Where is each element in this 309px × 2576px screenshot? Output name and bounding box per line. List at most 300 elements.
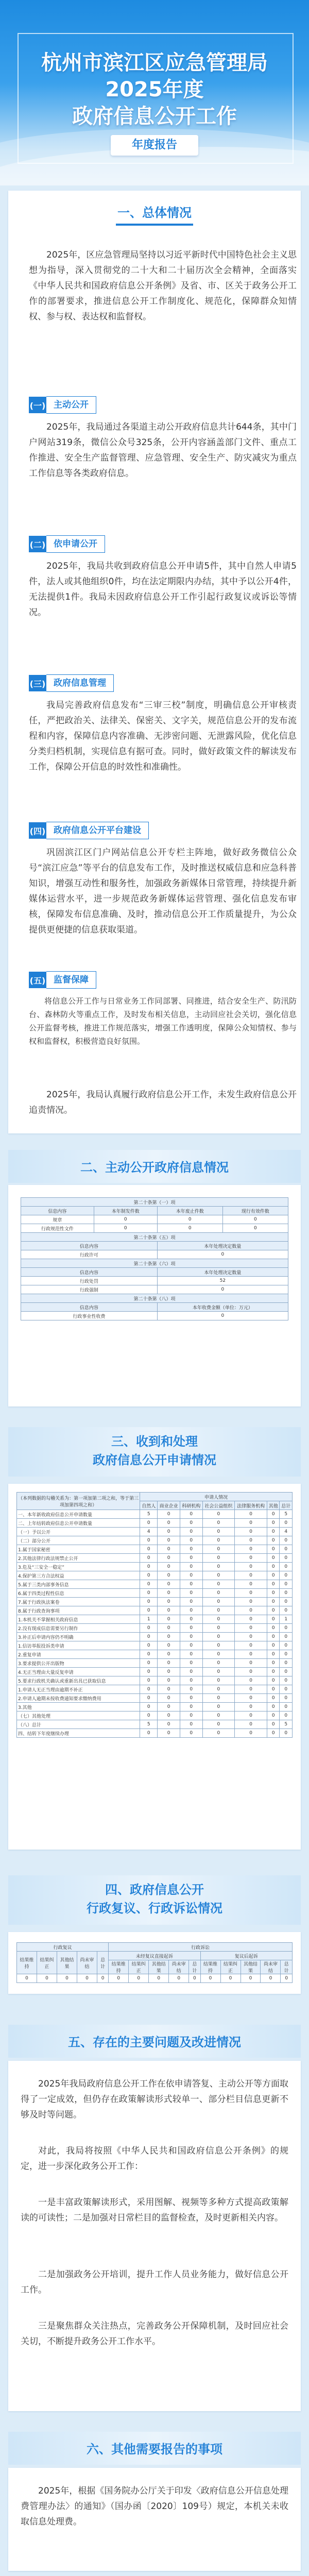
table-header: 本年废止件数 bbox=[157, 1207, 222, 1215]
row-label: 1.申请人无正当理由逾期不补正 bbox=[17, 1685, 140, 1694]
table-header: 尚未审结 bbox=[261, 1960, 281, 1974]
table-cell: 0 bbox=[235, 1685, 267, 1694]
subheading-number: (五) bbox=[29, 972, 46, 988]
table-cell: 0 bbox=[140, 1545, 158, 1554]
subheading-number: (三) bbox=[29, 675, 46, 691]
table-cell: 0 bbox=[202, 1554, 235, 1563]
table-cell: 0 bbox=[235, 1633, 267, 1641]
table-row bbox=[17, 1624, 293, 1633]
table-cell: 0 bbox=[235, 1510, 267, 1519]
table-cell: 0 bbox=[235, 1676, 267, 1685]
table-cell: 0 bbox=[202, 1703, 235, 1711]
table-cell: 0 bbox=[235, 1720, 267, 1729]
table-header: 信息内容 bbox=[21, 1207, 94, 1215]
section-title-text: 一、总体情况 bbox=[117, 206, 192, 220]
table-cell: 0 bbox=[280, 1641, 293, 1650]
paragraph: 二是加强政务公开培训，提升工作人员业务能力，做好信息公开工作。 bbox=[21, 2269, 288, 2295]
row-label: （二）部分公开 bbox=[17, 1536, 140, 1545]
table-cell: 0 bbox=[158, 1720, 180, 1729]
title-line: 2025年度 bbox=[105, 78, 204, 101]
table-cell: 0 bbox=[140, 1703, 158, 1711]
table-row bbox=[17, 1974, 293, 1983]
table-cell: 0 bbox=[267, 1554, 280, 1563]
table-group-header: 申请人情况 bbox=[140, 1493, 293, 1501]
table-cell: 0 bbox=[140, 1606, 158, 1615]
table-header: 信息内容 bbox=[21, 1268, 158, 1277]
table-cell: 0 bbox=[158, 1545, 180, 1554]
table-cell: 0 bbox=[157, 1215, 222, 1224]
table-cell: 0 bbox=[202, 1519, 235, 1528]
table-cell: 0 bbox=[140, 1694, 158, 1703]
table-cell: 0 bbox=[202, 1615, 235, 1624]
table-row bbox=[17, 1676, 293, 1685]
table-header: 尚未审结 bbox=[77, 1952, 97, 1974]
table-cell: 0 bbox=[158, 1598, 180, 1606]
table-row bbox=[17, 1615, 293, 1624]
table-cell: 0 bbox=[140, 1729, 158, 1738]
paragraph: 2025年，根据《国务院办公厅关于印发〈政府信息公开信息处理费管理办法〉的通知》（国办函〔2020〕109号）规定，本机关未收取信息处理费。 bbox=[21, 2486, 288, 2527]
table-cell: 0 bbox=[280, 1589, 293, 1598]
table-cell: 0 bbox=[140, 1685, 158, 1694]
table-cell: 规章 bbox=[21, 1215, 94, 1224]
table-row bbox=[17, 1545, 293, 1554]
subheading-number: (四) bbox=[29, 822, 46, 839]
subheading-label: 政府信息公开平台建设 bbox=[46, 822, 149, 839]
table-row bbox=[17, 1519, 293, 1528]
row-label: 一、本年新收政府信息公开申请数量 bbox=[17, 1510, 140, 1519]
table-cell: 0 bbox=[180, 1615, 202, 1624]
section-title bbox=[8, 1880, 301, 1918]
table-cell: 0 bbox=[17, 1974, 37, 1983]
table-cell: 1 bbox=[140, 1615, 158, 1624]
section-issues-card bbox=[8, 2061, 301, 2411]
table-cell: 0 bbox=[280, 1624, 293, 1633]
table-cell: 0 bbox=[267, 1711, 280, 1720]
table-cell: 0 bbox=[158, 1685, 180, 1694]
table-cell: 0 bbox=[280, 1606, 293, 1615]
table-cell: 0 bbox=[140, 1633, 158, 1641]
table-cell: 0 bbox=[140, 1536, 158, 1545]
table-cell: 0 bbox=[202, 1711, 235, 1720]
table-row bbox=[17, 1598, 293, 1606]
table-cell: 0 bbox=[235, 1563, 267, 1571]
table-cell: 0 bbox=[94, 1224, 157, 1233]
title-line: 政府信息公开工作 bbox=[72, 105, 237, 128]
paragraph: 一是丰富政策解读形式，采用图解、视频等多种方式提高政策解读的可读性；二是加强对日常栏目的监督检查，及时更新相关内容。 bbox=[21, 2197, 288, 2223]
table-row bbox=[21, 1215, 288, 1224]
table-cell: 行政强制 bbox=[21, 1285, 158, 1294]
table-header: 其他 bbox=[267, 1501, 280, 1510]
table-cell: 行政事业性收费 bbox=[21, 1312, 158, 1320]
table-cell: 0 bbox=[140, 1519, 158, 1528]
subheading bbox=[29, 972, 96, 988]
table-cell: 5 bbox=[280, 1510, 293, 1519]
active-disclosure-table bbox=[21, 1197, 288, 1320]
table-cell: 0 bbox=[235, 1729, 267, 1738]
table-row bbox=[17, 1685, 293, 1694]
table-cell: 1 bbox=[280, 1615, 293, 1624]
section-title: 二、主动公开政府信息情况 bbox=[80, 1160, 229, 1175]
table-cell: 0 bbox=[267, 1703, 280, 1711]
table-cell: 0 bbox=[235, 1694, 267, 1703]
table-cell: 0 bbox=[267, 1510, 280, 1519]
table-cell: 0 bbox=[140, 1554, 158, 1563]
table-header: 总计 bbox=[280, 1501, 293, 1510]
table-cell: 0 bbox=[180, 1676, 202, 1685]
table-header: 结果纠正 bbox=[129, 1960, 149, 1974]
table-cell: 0 bbox=[202, 1729, 235, 1738]
table-cell: 0 bbox=[235, 1571, 267, 1580]
section-banner bbox=[8, 1427, 301, 1477]
table-cell: 5 bbox=[280, 1720, 293, 1729]
table-header: 社会公益组织 bbox=[202, 1501, 235, 1510]
section-title-line: 三、收到和处理 bbox=[111, 1434, 198, 1449]
table-cell: 0 bbox=[267, 1633, 280, 1641]
application-table bbox=[16, 1492, 293, 1738]
paragraph: 将信息公开工作与日常业务工作同部署、同推进，结合安全生产、防汛防台、森林防火等重点工作，及时发布相关信息，主动回应社会关切，强化信息公开监督考核，推进工作规范落实，增强工作透明度，保障公众知情权、参与权和监督权，积极营造良好氛围。 bbox=[29, 996, 297, 1046]
table-cell: 0 bbox=[267, 1606, 280, 1615]
table-cell: 0 bbox=[140, 1650, 158, 1659]
table-row bbox=[17, 1659, 293, 1668]
section-banner bbox=[8, 1875, 301, 1925]
table-row bbox=[17, 1633, 293, 1641]
paragraph: 三是聚焦群众关注热点，完善政务公开保障机制，及时回应社会关切，不断提升政务公开工作水平。 bbox=[21, 2321, 288, 2347]
table-cell: 0 bbox=[267, 1528, 280, 1536]
table-header: 结果纠正 bbox=[220, 1960, 241, 1974]
table-cell: 0 bbox=[235, 1668, 267, 1676]
row-label: 4.无正当理由大量反复申请 bbox=[17, 1668, 140, 1676]
paragraph: 对此，我局将按照《中华人民共和国政府信息公开条例》的规定，进一步深化政务公开工作： bbox=[21, 2146, 288, 2172]
table-cell: 0 bbox=[140, 1641, 158, 1650]
section-banner bbox=[8, 2432, 301, 2465]
subheading-label: 主动公开 bbox=[46, 396, 96, 414]
row-label: 5.要求行政机关确认或重新出具已获取信息 bbox=[17, 1676, 140, 1685]
table-row bbox=[17, 1589, 293, 1598]
table-cell: 0 bbox=[220, 1974, 241, 1983]
table-cell: 0 bbox=[180, 1571, 202, 1580]
row-label: （七）其他处理 bbox=[17, 1711, 140, 1720]
table-cell: 0 bbox=[280, 1563, 293, 1571]
table-cell: 0 bbox=[280, 1580, 293, 1589]
table-cell: 0 bbox=[158, 1729, 180, 1738]
table-row bbox=[17, 1668, 293, 1676]
table-cell: 0 bbox=[158, 1650, 180, 1659]
table-cell: 0 bbox=[140, 1571, 158, 1580]
table-cell: 0 bbox=[267, 1650, 280, 1659]
table-header: 科研机构 bbox=[180, 1501, 202, 1510]
table-cell: 0 bbox=[235, 1528, 267, 1536]
table-cell: 5 bbox=[140, 1510, 158, 1519]
table-cell: 0 bbox=[280, 1650, 293, 1659]
section-title-line: 行政复议、行政诉讼情况 bbox=[87, 1901, 222, 1916]
table-row bbox=[17, 1580, 293, 1589]
table-row bbox=[17, 1703, 293, 1711]
table-cell: 0 bbox=[189, 1974, 200, 1983]
section-title: 五、存在的主要问题及改进情况 bbox=[68, 2035, 241, 2049]
table-header: 现行有效件数 bbox=[222, 1207, 288, 1215]
table-cell: 0 bbox=[180, 1650, 202, 1659]
table-cell: 0 bbox=[280, 1571, 293, 1580]
table-cell: 0 bbox=[140, 1659, 158, 1668]
table-cell: 0 bbox=[97, 1974, 108, 1983]
table-cell: 52 bbox=[157, 1277, 288, 1285]
row-label: 3.要求提供公开出版物 bbox=[17, 1659, 140, 1668]
table-cell: 0 bbox=[180, 1703, 202, 1711]
table-cell: 0 bbox=[202, 1589, 235, 1598]
table-cell: 0 bbox=[149, 1974, 169, 1983]
table-cell: 4 bbox=[140, 1528, 158, 1536]
table-cell: 0 bbox=[180, 1624, 202, 1633]
table-cell: 0 bbox=[280, 1545, 293, 1554]
table-cell: 0 bbox=[180, 1563, 202, 1571]
table-cell: 0 bbox=[235, 1598, 267, 1606]
subheading bbox=[29, 397, 96, 413]
table-cell: 0 bbox=[267, 1624, 280, 1633]
table-cell: 0 bbox=[267, 1694, 280, 1703]
table-cell: 0 bbox=[158, 1510, 180, 1519]
table-cell: 0 bbox=[267, 1571, 280, 1580]
table-cell: 0 bbox=[109, 1974, 129, 1983]
section-banner bbox=[8, 2025, 301, 2058]
table-cell: 0 bbox=[202, 1536, 235, 1545]
section-title-line: 四、政府信息公开 bbox=[105, 1883, 204, 1897]
table-row bbox=[21, 1285, 288, 1294]
table-cell: 0 bbox=[180, 1589, 202, 1598]
table-cell: 0 bbox=[267, 1659, 280, 1668]
paragraph: 我局完善政府信息发布“三审三校”制度，明确信息公开审核责任，严把政治关、法律关、保密关、文字关，规范信息公开的发布流程和内容，保障信息内容准确、无涉密问题、无泄露风险，优化信息分类归档机制，实现信息有据可查。同时，做好政策文件的解读发布工作，保障公开信息的时效性和准确性。 bbox=[29, 700, 297, 772]
table-cell: 0 bbox=[158, 1528, 180, 1536]
section-title-line: 政府信息公开申请情况 bbox=[93, 1453, 216, 1467]
table-group-header: 第二十条第（八）项 bbox=[21, 1294, 288, 1303]
table-cell: 0 bbox=[158, 1563, 180, 1571]
table-cell: 0 bbox=[180, 1606, 202, 1615]
table-row bbox=[21, 1250, 288, 1259]
table-card bbox=[8, 1185, 301, 1406]
table-cell: 0 bbox=[140, 1711, 158, 1720]
section-title bbox=[8, 1432, 301, 1469]
table-cell: 0 bbox=[157, 1224, 222, 1233]
table-cell: 0 bbox=[267, 1676, 280, 1685]
table-cell: 0 bbox=[180, 1659, 202, 1668]
table-cell: 0 bbox=[180, 1510, 202, 1519]
table-cell: 0 bbox=[158, 1659, 180, 1668]
table-cell: 0 bbox=[235, 1536, 267, 1545]
table-cell: 0 bbox=[267, 1598, 280, 1606]
header-banner bbox=[0, 0, 309, 185]
table-row bbox=[17, 1641, 293, 1650]
table-cell: 0 bbox=[280, 1659, 293, 1668]
table-header: 尚未审结 bbox=[169, 1960, 189, 1974]
table-cell: 0 bbox=[140, 1676, 158, 1685]
paragraph: 2025年，我局共收到政府信息公开申请5件，其中自然人申请5件，法人或其他组织0件，均在法定期限内办结，其中予以公开4件，无法提供1件。我局未因政府信息公开工作引起行政复议或诉讼等情况。 bbox=[29, 561, 297, 618]
table-cell: 0 bbox=[180, 1720, 202, 1729]
table-cell: 0 bbox=[235, 1703, 267, 1711]
table-row bbox=[17, 1729, 293, 1738]
table-cell: 0 bbox=[202, 1563, 235, 1571]
table-cell: 行政规范性文件 bbox=[21, 1224, 94, 1233]
table-cell: 0 bbox=[157, 1250, 288, 1259]
row-label: 8.属于行政查询事项 bbox=[17, 1606, 140, 1615]
table-cell: 行政许可 bbox=[21, 1250, 158, 1259]
table-row bbox=[17, 1650, 293, 1659]
table-cell: 0 bbox=[280, 1598, 293, 1606]
table-cell: 0 bbox=[280, 1676, 293, 1685]
table-cell: 0 bbox=[280, 1536, 293, 1545]
table-cell: 0 bbox=[140, 1668, 158, 1676]
table-cell: 0 bbox=[180, 1694, 202, 1703]
table-cell: 0 bbox=[158, 1676, 180, 1685]
table-cell: 0 bbox=[158, 1668, 180, 1676]
table-header: 本年处理决定数量 bbox=[157, 1242, 288, 1250]
table-cell: 0 bbox=[235, 1589, 267, 1598]
table-cell: 0 bbox=[267, 1615, 280, 1624]
row-label: 3.其他 bbox=[17, 1703, 140, 1711]
table-row bbox=[17, 1536, 293, 1545]
subheading-label: 监督保障 bbox=[46, 971, 96, 989]
table-cell: 0 bbox=[241, 1974, 261, 1983]
table-cell: 0 bbox=[180, 1685, 202, 1694]
table-row bbox=[17, 1711, 293, 1720]
row-label: 3.补正后申请内容仍不明确 bbox=[17, 1633, 140, 1641]
table-row bbox=[17, 1694, 293, 1703]
table-cell: 0 bbox=[202, 1659, 235, 1668]
table-cell: 0 bbox=[158, 1580, 180, 1589]
section-title: 六、其他需要报告的事项 bbox=[87, 2442, 222, 2456]
row-label: 6.属于四类过程性信息 bbox=[17, 1589, 140, 1598]
table-cell: 0 bbox=[158, 1703, 180, 1711]
table-header: 未经复议直接起诉 bbox=[109, 1952, 200, 1960]
table-row bbox=[17, 1606, 293, 1615]
table-cell: 0 bbox=[57, 1974, 77, 1983]
table-cell: 0 bbox=[235, 1580, 267, 1589]
table-header: 信息内容 bbox=[21, 1303, 158, 1312]
table-cell: 0 bbox=[157, 1285, 288, 1294]
paragraph: 2025年，我局通过各渠道主动公开政府信息共计644条，其中门户网站319条，微信公众号325条，公开内容涵盖部门文件、重点工作推进、安全生产监督管理、应急管理、安全生产、防灾减灾为重点工作信息等各类政府信息。 bbox=[29, 422, 297, 479]
row-label: 3.危及“三安全一稳定” bbox=[17, 1563, 140, 1571]
table-cell: 0 bbox=[202, 1685, 235, 1694]
table-cell: 0 bbox=[180, 1519, 202, 1528]
section-other-card bbox=[8, 2468, 301, 2571]
subheading-number: (一) bbox=[29, 397, 46, 413]
paragraph: 巩固滨江区门户网站信息公开专栏主阵地，做好政务微信公众号“滨江应急”等平台的信息发布工作，及时推送权威信息和应急科普知识，增强互动性和服务性，加强政务新媒体日常管理，持续提升新媒体运营水平，进一步规范政务新媒体运营管理、强化信息发布审核，保障发布信息准确、及时，推动信息公开工作质量提升，为公众提供更便捷的信息获取渠道。 bbox=[29, 848, 297, 935]
table-cell: 0 bbox=[235, 1659, 267, 1668]
table-cell: 0 bbox=[180, 1633, 202, 1641]
review-litigation-table bbox=[16, 1942, 293, 1983]
table-row bbox=[17, 1720, 293, 1729]
table-cell: 0 bbox=[222, 1224, 288, 1233]
table-cell: 0 bbox=[267, 1580, 280, 1589]
table-cell: 0 bbox=[267, 1545, 280, 1554]
table-row bbox=[17, 1563, 293, 1571]
table-cell: 0 bbox=[235, 1641, 267, 1650]
paragraph: 2025年，我局认真履行政府信息公开工作，未发生政府信息公开追责情况。 bbox=[29, 1090, 297, 1115]
table-cell: 0 bbox=[202, 1598, 235, 1606]
table-header: 总计 bbox=[189, 1960, 200, 1974]
table-header: 信息内容 bbox=[21, 1242, 158, 1250]
table-row bbox=[17, 1554, 293, 1563]
table-cell: 0 bbox=[158, 1633, 180, 1641]
subheading-label: 政府信息管理 bbox=[46, 674, 114, 692]
table-cell: 0 bbox=[280, 1668, 293, 1676]
table-cell: 0 bbox=[158, 1536, 180, 1545]
table-header: 结果纠正 bbox=[37, 1952, 57, 1974]
table-cell: 0 bbox=[158, 1519, 180, 1528]
table-cell: 0 bbox=[267, 1641, 280, 1650]
table-cell: 0 bbox=[158, 1554, 180, 1563]
row-label: 2.重复申请 bbox=[17, 1650, 140, 1659]
table-row bbox=[17, 1510, 293, 1519]
table-cell: 0 bbox=[280, 1711, 293, 1720]
table-group-header: 行政诉讼 bbox=[109, 1943, 293, 1952]
subheading bbox=[29, 675, 114, 691]
row-label: 2.没有现成信息需要另行制作 bbox=[17, 1624, 140, 1633]
table-row bbox=[21, 1224, 288, 1233]
row-label: 四、结转下年度继续办理 bbox=[17, 1729, 140, 1738]
table-cell: 0 bbox=[202, 1633, 235, 1641]
table-cell: 0 bbox=[235, 1545, 267, 1554]
table-cell: 0 bbox=[202, 1720, 235, 1729]
table-cell: 0 bbox=[222, 1215, 288, 1224]
table-cell: 0 bbox=[235, 1650, 267, 1659]
table-cell: 0 bbox=[280, 1685, 293, 1694]
table-cell: 0 bbox=[158, 1694, 180, 1703]
table-cell: 0 bbox=[261, 1974, 281, 1983]
table-header: 本年处理决定数量 bbox=[157, 1268, 288, 1277]
table-cell: 0 bbox=[267, 1589, 280, 1598]
table-cell: 0 bbox=[235, 1519, 267, 1528]
table-card bbox=[8, 1932, 301, 1994]
table-card bbox=[8, 1484, 301, 1850]
table-cell: 0 bbox=[267, 1519, 280, 1528]
table-cell: 0 bbox=[235, 1554, 267, 1563]
row-label: 1.属于国家秘密 bbox=[17, 1545, 140, 1554]
table-cell: 0 bbox=[180, 1554, 202, 1563]
table-row bbox=[21, 1277, 288, 1285]
report-title bbox=[0, 49, 309, 130]
title-line: 杭州市滨江区应急管理局 bbox=[41, 51, 268, 75]
table-cell: 0 bbox=[281, 1974, 293, 1983]
table-group-header: 第二十条第（一）项 bbox=[21, 1198, 288, 1207]
table-cell: 0 bbox=[140, 1624, 158, 1633]
paragraph: 2025年，区应急管理局坚持以习近平新时代中国特色社会主义思想为指导，深入贯彻党的二十大和二十届历次全会精神，全面落实《中华人民共和国政府信息公开条例》及省、市、区关于政务公开工作的部署要求，推进信息公开工作制度化、规范化，保障群众知情权、参与权、表达权和监督权。 bbox=[29, 250, 297, 322]
table-cell: 0 bbox=[202, 1571, 235, 1580]
title-underline bbox=[116, 224, 193, 226]
table-cell: 0 bbox=[202, 1650, 235, 1659]
table-cell: 0 bbox=[202, 1510, 235, 1519]
subheading-label: 依申请公开 bbox=[46, 535, 105, 553]
table-cell: 0 bbox=[202, 1694, 235, 1703]
table-cell: 0 bbox=[280, 1554, 293, 1563]
table-cell: 0 bbox=[180, 1641, 202, 1650]
row-label: 4.保护第三方合法权益 bbox=[17, 1571, 140, 1580]
table-cell: 0 bbox=[280, 1729, 293, 1738]
table-header: 其他结果 bbox=[149, 1960, 169, 1974]
table-cell: 0 bbox=[280, 1694, 293, 1703]
paragraph: 2025年我局政府信息公开工作在依申请答复、主动公开等方面取得了一定成效，但仍存在政策解读形式较单一、部分栏目信息更新不够及时等问题。 bbox=[21, 2079, 288, 2120]
table-cell: 0 bbox=[94, 1215, 157, 1224]
table-cell: 0 bbox=[202, 1606, 235, 1615]
table-cell: 0 bbox=[202, 1624, 235, 1633]
table-body bbox=[17, 1510, 293, 1738]
row-label: 1.信访举报投诉类申请 bbox=[17, 1641, 140, 1650]
subheading bbox=[29, 822, 149, 839]
row-label: （八）总计 bbox=[17, 1720, 140, 1729]
table-cell: 0 bbox=[267, 1729, 280, 1738]
table-cell: 0 bbox=[267, 1536, 280, 1545]
table-cell: 0 bbox=[169, 1974, 189, 1983]
table-header: 复议后起诉 bbox=[200, 1952, 292, 1960]
table-cell: 5 bbox=[140, 1720, 158, 1729]
